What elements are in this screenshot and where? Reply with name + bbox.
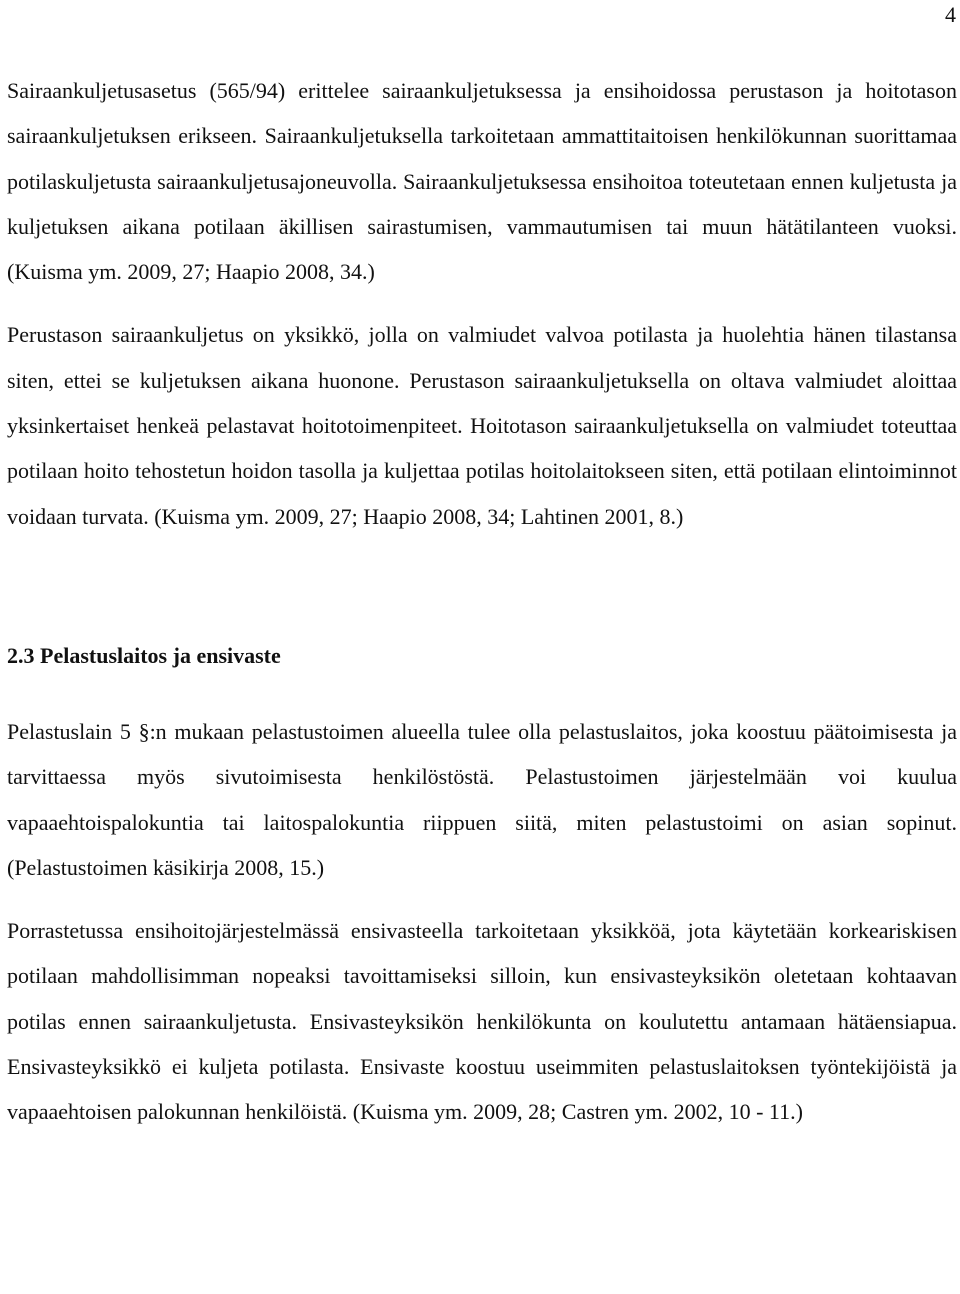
paragraph-rescue-act: Pelastuslain 5 §:n mukaan pelastustoimen alueella tulee olla pelastuslaitos, joka koostuu päätoimisesta ja tarvittaessa myös sivutoimisesta henkilöstöstä. Pelastustoimen järjestelmään voi kuulua vapaaehtoispalokuntia tai laitospalokuntia riippuen siitä, miten pelastustoimi on asian sopinut. (Pelastustoimen käsikirja 2008, 15.)	[7, 718, 957, 880]
page-number: 4	[945, 2, 956, 27]
paragraph-first-response: Porrastetussa ensihoitojärjestelmässä ensivasteella tarkoitetaan yksikköä, jota käytetään korkeariskisen potilaan mahdollisimman nopeaksi tavoittamiseksi silloin, kun ensivasteyksikön oletetaan kohtaavan potilas ennen sairaankuljetusta. Ensivasteyksikön henkilökunta on koulutettu antamaan hätäensiapua. Ensivasteyksikkö ei kuljeta potilasta. Ensivaste koostuu useimmiten pelastuslaitoksen työntekijöistä ja vapaaehtoisen palokunnan henkilöistä. (Kuisma ym. 2009, 28; Castren ym. 2002, 10 - 11.)	[7, 918, 957, 1125]
paragraph-basic-and-advanced-level: Perustason sairaankuljetus on yksikkö, jolla on valmiudet valvoa potilasta ja huolehtia hänen tilastansa siten, ettei se kuljetuksen aikana huonone. Perustason sairaankuljetuksella on oltava valmiudet aloittaa yksinkertaiset henkeä pelastavat hoitotoimenpiteet. Hoitotason sairaankuljetuksella on valmiudet toteuttaa potilaan hoito tehostetun hoidon tasolla ja kuljettaa potilas hoitolaitokseen siten, että potilaan elintoiminnot voidaan turvata. (Kuisma ym. 2009, 27; Haapio 2008, 34; Lahtinen 2001, 8.)	[7, 322, 957, 529]
paragraph-ambulance-decree: Sairaankuljetusasetus (565/94) erittelee sairaankuljetuksessa ja ensihoidossa perustason ja hoitotason sairaankuljetuksen erikseen. Sairaankuljetuksella tarkoitetaan ammattitaitoisen henkilökunnan suorittamaa potilaskuljetusta sairaankuljetusajoneuvolla. Sairaankuljetuksessa ensihoitoa toteutetaan ennen kuljetusta ja kuljetuksen aikana potilaan äkillisen sairastumisen, vammautumisen tai muun hätätilanteen vuoksi. (Kuisma ym. 2009, 27; Haapio 2008, 34.)	[7, 78, 957, 285]
section-heading: 2.3 Pelastuslaitos ja ensivaste	[7, 642, 281, 668]
document-body	[7, 68, 957, 1135]
